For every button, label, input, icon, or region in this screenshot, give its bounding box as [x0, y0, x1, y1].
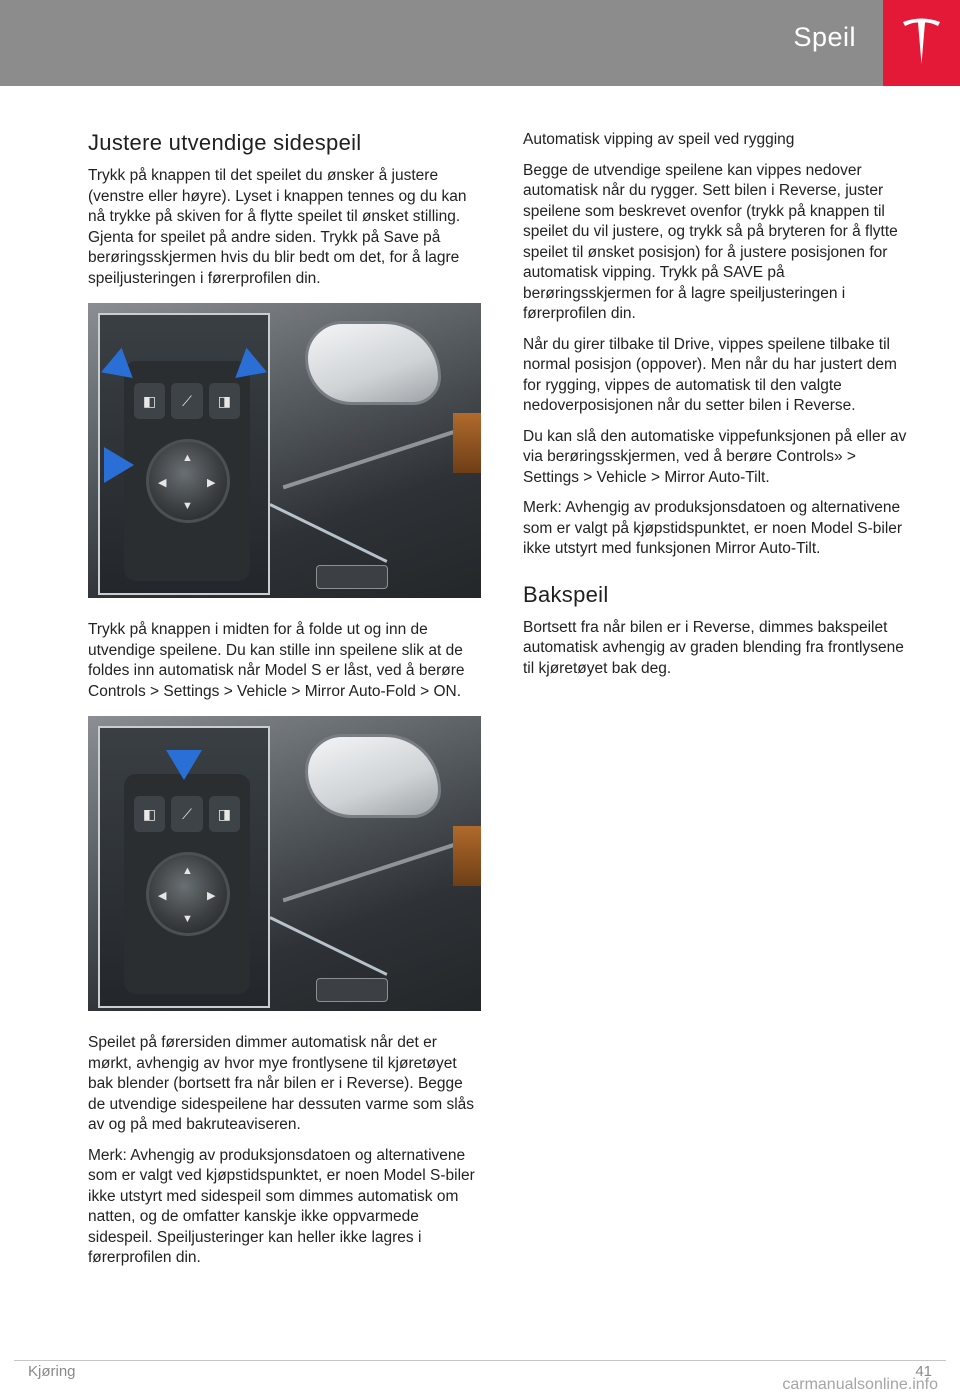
arrow-down-icon: ▼ [182, 913, 193, 925]
mirror-button-row [134, 796, 240, 832]
page-number: 41 [915, 1363, 932, 1380]
paragraph: Begge de utvendige speilene kan vippes nedover automatisk når du rygger. Sett bilen i Reverse, juster speilene som beskrevet ovenfor (trykk på knappen til speilet du vil justere, og trykk så på bryteren for å flytte speilet til ønsket posisjon) for å justere posisjonen for automatisk vipping. Trykk på SAVE på berøringsskjermen for å lagre speiljusteringen i førerprofilen din. [523, 161, 898, 322]
paragraph: Du kan slå den automatiske vippefunksjonen på eller av via berøringsskjermen, ved å berøre Controls» > Settings > Vehicle > Mirror Auto-Tilt. [523, 427, 907, 486]
mirror-control-panel [124, 361, 250, 581]
mirror-right-icon: ◨ [209, 383, 240, 419]
side-mirror-image [305, 321, 441, 405]
mirror-control-figure-1 [88, 303, 481, 598]
watermark: carmanualsonline.info [782, 1376, 938, 1393]
arrow-left-icon: ◀ [158, 477, 167, 489]
page-title: Speil [793, 22, 856, 52]
paragraph: Speilet på førersiden dimmer automatisk når det er mørkt, avhengig av hvor mye frontlysene til kjøretøyet bak blender (bortsett fra når bilen er i Reverse). Begge de utvendige sidespeilene har dessuten varme som slås av og på med bakruteaviseren. [88, 1034, 475, 1133]
note-paragraph: Merk: Avhengig av produksjonsdatoen og alternativene som er valgt ved kjøpstidspunktet, er noen Model S-biler ikke utstyrt med sidespeil som dimmes automatisk om natten, og de omfatter kanskje ikke oppvarmede sidespeil. Speiljusteringer kan heller ikke lagres i førerprofilen din. [88, 1146, 475, 1266]
mirror-left-icon: ◧ [134, 796, 165, 832]
fold-icon: ⟋ [171, 383, 202, 419]
pointer-arrow-icon [104, 447, 134, 483]
arrow-up-icon: ▲ [182, 865, 193, 877]
note-paragraph: Merk: Avhengig av produksjonsdatoen og alternativene som er valgt på kjøpstidspunktet, er noen Model S-biler ikke utstyrt med funksjonen Mirror Auto-Tilt. [523, 499, 903, 557]
arrow-up-icon: ▲ [182, 452, 193, 464]
paragraph: Bortsett fra når bilen er i Reverse, dimmes bakspeilet automatisk avhengig av graden blending fra frontlysene til kjøretøyet bak deg. [523, 618, 904, 677]
mirror-adjust-knob [146, 439, 230, 523]
left-column [88, 130, 480, 1279]
control-inset [98, 313, 270, 595]
mirror-control-figure-2 [88, 716, 481, 1011]
arrow-down-icon: ▼ [182, 500, 193, 512]
door-switch-panel [316, 565, 388, 589]
footer-divider [14, 1360, 946, 1361]
header-bar [0, 0, 883, 86]
tesla-logo-icon [901, 16, 942, 68]
paragraph: Trykk på knappen til det speilet du ønsker å justere (venstre eller høyre). Lyset i knappen tennes og du kan nå trykke på skiven for å flytte speilet til ønsket stilling. Gjenta for speilet på andre siden. Trykk på Save på berøringsskjermen hvis du blir bedt om det, for å lagre speiljusteringen i førerprofilen din. [88, 167, 467, 287]
door-trim-line [283, 834, 481, 903]
wood-trim [453, 826, 481, 886]
fold-icon: ⟋ [171, 796, 202, 832]
section-heading: Bakspeil [523, 581, 609, 607]
mirror-adjust-knob [146, 852, 230, 936]
mirror-control-panel [124, 774, 250, 994]
wood-trim [453, 413, 481, 473]
subheading-paragraph: Automatisk vipping av speil ved rygging [523, 131, 795, 148]
side-mirror-image [305, 734, 441, 818]
paragraph: Trykk på knappen i midten for å folde ut og inn de utvendige speilene. Du kan stille inn speilene slik at de foldes inn automatisk når Model S er låst, ved å berøre Controls > Settings > Vehicle > Mirror Auto-Fold > ON. [88, 621, 465, 700]
footer-section: Kjøring [28, 1363, 76, 1380]
right-column [523, 130, 915, 689]
door-trim-line [283, 421, 481, 490]
section-heading: Justere utvendige sidespeil [88, 130, 362, 155]
callout-line [269, 916, 387, 976]
control-inset [98, 726, 270, 1008]
mirror-button-row [134, 383, 240, 419]
paragraph: Når du girer tilbake til Drive, vippes speilene tilbake til normal posisjon (oppover). Men når du har justert dem for rygging, vippes de automatisk til den valgte nedoverposisjonen når du setter bilen i Reverse. [523, 335, 897, 414]
door-switch-panel [316, 978, 388, 1002]
pointer-arrow-icon [166, 750, 202, 780]
logo-box [883, 0, 960, 86]
callout-line [269, 503, 387, 563]
arrow-left-icon: ◀ [158, 890, 167, 902]
arrow-right-icon: ▶ [207, 477, 216, 489]
arrow-right-icon: ▶ [207, 890, 216, 902]
mirror-right-icon: ◨ [209, 796, 240, 832]
mirror-left-icon: ◧ [134, 383, 165, 419]
